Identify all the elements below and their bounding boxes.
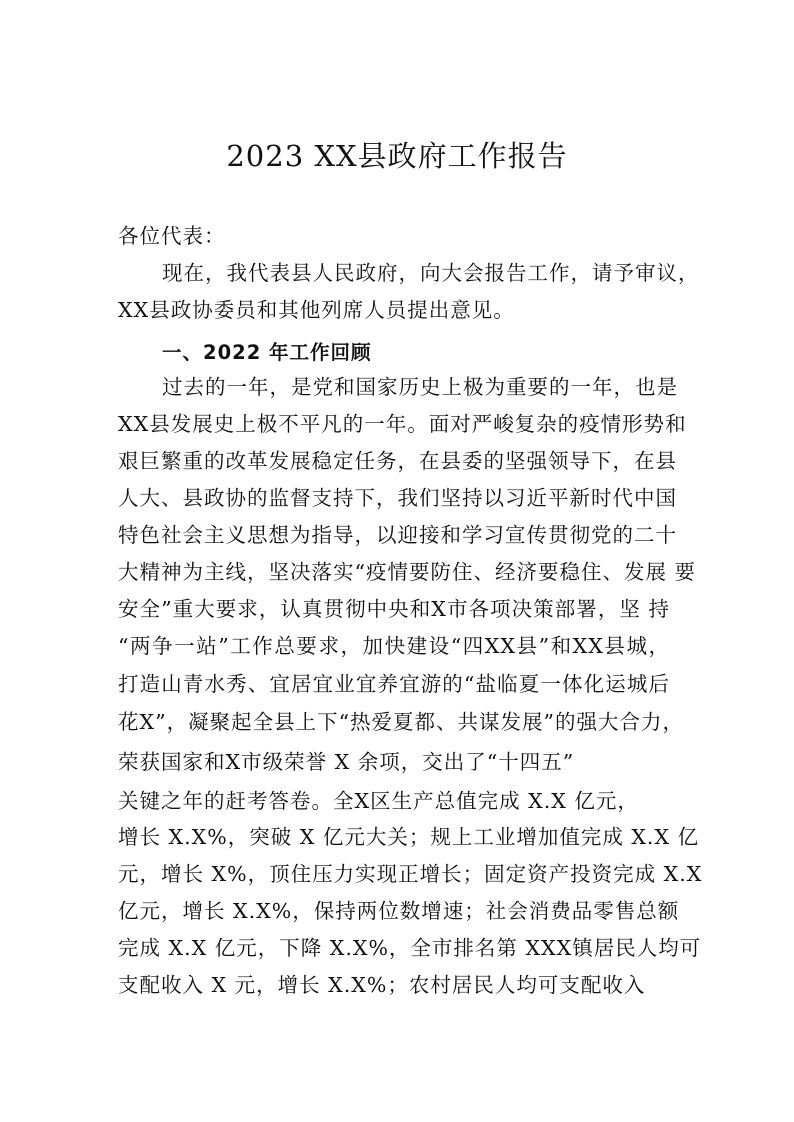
body-line-6: 大精神为主线，坚决落实“疫情要防住、经济要稳住、发展 要 [118,560,696,584]
body-line-4: 人大、县政协的监督支持下，我们坚持以习近平新时代中国 [118,486,677,510]
greeting: 各位代表： [118,224,226,248]
body-line-14: 元，增长 X%，顶住压力实现正增长；固定资产投资完成 X.X [118,862,703,886]
body-line-2: XX县发展史上极不平凡的一年。面对严峻复杂的疫情形势和 [118,412,687,436]
body-line-9: 打造山青水秀、宜居宜业宜养宜游的“盐临夏一体化运城后 [118,672,670,696]
document-title: 2023 XX县政府工作报告 [226,139,568,173]
body-line-13: 增长 X.X%，突破 X 亿元大关；规上工业增加值完成 X.X 亿 [118,825,700,849]
body-line-15: 亿元，增长 X.X%，保持两位数增速；社会消费品零售总额 [118,899,680,923]
section-heading: 一、2022 年工作回顾 [162,341,372,364]
body-line-7: 安全”重大要求，认真贯彻中央和X市各项决策部署，坚 持 [118,597,670,621]
body-line-16: 完成 X.X 亿元，下降 X.X%，全市排名第 XXX镇居民人均可 [118,936,702,960]
body-line-17: 支配收入 X 元，增长 X.X%；农村居民人均可支配收入 [118,973,646,997]
intro-line-1: 现在，我代表县人民政府，向大会报告工作，请予审议， [162,261,700,285]
body-line-3: 艰巨繁重的改革发展稳定任务，在县委的坚强领导下，在县 [118,449,677,473]
intro-line-2: XX县政协委员和其他列席人员提出意见。 [118,298,515,322]
body-line-5: 特色社会主义思想为指导，以迎接和学习宣传贯彻党的二十 [118,523,677,547]
body-line-11: 荣获国家和X市级荣誉 X 余项，交出了“十四五” [118,750,575,774]
body-line-12: 关键之年的赶考答卷。全X区生产总值完成 X.X 亿元， [118,789,639,813]
body-line-8: “两争一站”工作总要求，加快建设“四XX县”和XX县城， [118,634,670,658]
body-line-10: 花X”，凝聚起全县上下“热爱夏都、共谋发展”的强大合力， [118,710,685,734]
body-line-1: 过去的一年，是党和国家历史上极为重要的一年，也是 [162,375,678,399]
